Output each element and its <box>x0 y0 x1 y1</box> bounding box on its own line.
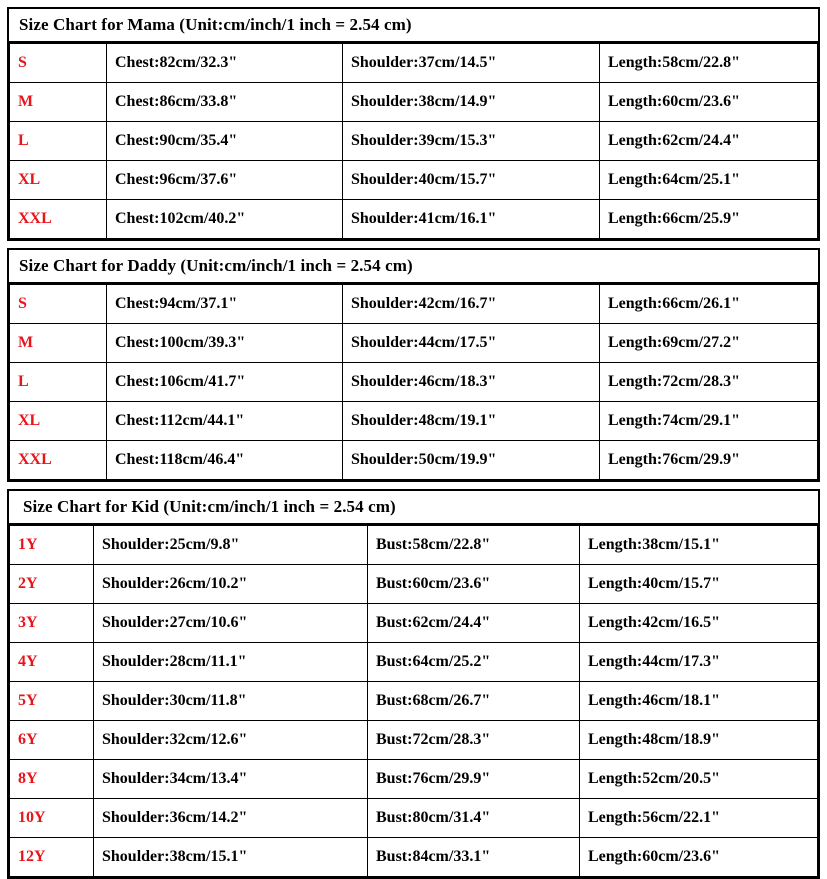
measure-length: Length:58cm/22.8" <box>600 44 818 83</box>
measure-bust: Bust:64cm/25.2" <box>368 643 580 682</box>
size-label: XXL <box>10 200 107 239</box>
size-label: 3Y <box>10 604 94 643</box>
size-label: S <box>10 285 107 324</box>
measure-length: Length:76cm/29.9" <box>600 441 818 480</box>
measure-shoulder: Shoulder:36cm/14.2" <box>94 799 368 838</box>
size-label: 4Y <box>10 643 94 682</box>
table-row <box>10 682 818 721</box>
measure-length: Length:66cm/26.1" <box>600 285 818 324</box>
table-row <box>10 604 818 643</box>
size-label: M <box>10 324 107 363</box>
chart-title-kid: Size Chart for Kid (Unit:cm/inch/1 inch = 2.54 cm) <box>9 491 818 525</box>
measure-shoulder: Shoulder:34cm/13.4" <box>94 760 368 799</box>
measure-chest: Chest:96cm/37.6" <box>107 161 343 200</box>
table-row <box>10 122 818 161</box>
measure-length: Length:48cm/18.9" <box>580 721 818 760</box>
size-label: S <box>10 44 107 83</box>
measure-shoulder: Shoulder:25cm/9.8" <box>94 526 368 565</box>
measure-shoulder: Shoulder:26cm/10.2" <box>94 565 368 604</box>
measure-length: Length:62cm/24.4" <box>600 122 818 161</box>
size-table-kid <box>9 525 818 877</box>
measure-shoulder: Shoulder:44cm/17.5" <box>343 324 600 363</box>
measure-length: Length:42cm/16.5" <box>580 604 818 643</box>
table-row <box>10 324 818 363</box>
table-row <box>10 838 818 877</box>
table-row <box>10 441 818 480</box>
size-label: L <box>10 122 107 161</box>
measure-shoulder: Shoulder:48cm/19.1" <box>343 402 600 441</box>
measure-chest: Chest:90cm/35.4" <box>107 122 343 161</box>
measure-length: Length:56cm/22.1" <box>580 799 818 838</box>
measure-chest: Chest:86cm/33.8" <box>107 83 343 122</box>
size-chart-daddy <box>7 248 820 482</box>
table-row <box>10 285 818 324</box>
measure-length: Length:72cm/28.3" <box>600 363 818 402</box>
measure-shoulder: Shoulder:42cm/16.7" <box>343 285 600 324</box>
table-row <box>10 402 818 441</box>
measure-shoulder: Shoulder:28cm/11.1" <box>94 643 368 682</box>
table-row <box>10 799 818 838</box>
size-chart-kid <box>7 489 820 879</box>
measure-shoulder: Shoulder:27cm/10.6" <box>94 604 368 643</box>
size-label: 2Y <box>10 565 94 604</box>
measure-length: Length:52cm/20.5" <box>580 760 818 799</box>
measure-shoulder: Shoulder:37cm/14.5" <box>343 44 600 83</box>
size-label: 5Y <box>10 682 94 721</box>
measure-length: Length:46cm/18.1" <box>580 682 818 721</box>
measure-shoulder: Shoulder:38cm/14.9" <box>343 83 600 122</box>
table-row <box>10 83 818 122</box>
size-label: XL <box>10 161 107 200</box>
size-label: XL <box>10 402 107 441</box>
measure-chest: Chest:118cm/46.4" <box>107 441 343 480</box>
size-label: 6Y <box>10 721 94 760</box>
size-label: XXL <box>10 441 107 480</box>
size-label: 12Y <box>10 838 94 877</box>
measure-shoulder: Shoulder:39cm/15.3" <box>343 122 600 161</box>
chart-title-daddy: Size Chart for Daddy (Unit:cm/inch/1 inch = 2.54 cm) <box>9 250 818 284</box>
measure-shoulder: Shoulder:46cm/18.3" <box>343 363 600 402</box>
measure-shoulder: Shoulder:40cm/15.7" <box>343 161 600 200</box>
measure-bust: Bust:58cm/22.8" <box>368 526 580 565</box>
measure-length: Length:66cm/25.9" <box>600 200 818 239</box>
measure-length: Length:74cm/29.1" <box>600 402 818 441</box>
measure-length: Length:44cm/17.3" <box>580 643 818 682</box>
table-row <box>10 643 818 682</box>
measure-chest: Chest:82cm/32.3" <box>107 44 343 83</box>
measure-bust: Bust:84cm/33.1" <box>368 838 580 877</box>
measure-chest: Chest:94cm/37.1" <box>107 285 343 324</box>
table-row <box>10 760 818 799</box>
table-row <box>10 200 818 239</box>
chart-title-mama: Size Chart for Mama (Unit:cm/inch/1 inch = 2.54 cm) <box>9 9 818 43</box>
measure-bust: Bust:60cm/23.6" <box>368 565 580 604</box>
table-row <box>10 721 818 760</box>
measure-bust: Bust:76cm/29.9" <box>368 760 580 799</box>
table-row <box>10 161 818 200</box>
measure-shoulder: Shoulder:50cm/19.9" <box>343 441 600 480</box>
measure-bust: Bust:62cm/24.4" <box>368 604 580 643</box>
size-label: L <box>10 363 107 402</box>
measure-bust: Bust:80cm/31.4" <box>368 799 580 838</box>
size-label: M <box>10 83 107 122</box>
table-row <box>10 565 818 604</box>
measure-shoulder: Shoulder:41cm/16.1" <box>343 200 600 239</box>
measure-length: Length:69cm/27.2" <box>600 324 818 363</box>
measure-length: Length:60cm/23.6" <box>600 83 818 122</box>
table-row <box>10 526 818 565</box>
size-table-daddy <box>9 284 818 480</box>
size-label: 10Y <box>10 799 94 838</box>
measure-chest: Chest:100cm/39.3" <box>107 324 343 363</box>
measure-chest: Chest:102cm/40.2" <box>107 200 343 239</box>
measure-shoulder: Shoulder:32cm/12.6" <box>94 721 368 760</box>
size-chart-mama <box>7 7 820 241</box>
size-label: 8Y <box>10 760 94 799</box>
table-row <box>10 363 818 402</box>
table-row <box>10 44 818 83</box>
measure-bust: Bust:68cm/26.7" <box>368 682 580 721</box>
measure-shoulder: Shoulder:30cm/11.8" <box>94 682 368 721</box>
measure-length: Length:40cm/15.7" <box>580 565 818 604</box>
measure-chest: Chest:106cm/41.7" <box>107 363 343 402</box>
measure-length: Length:38cm/15.1" <box>580 526 818 565</box>
size-table-mama <box>9 43 818 239</box>
measure-length: Length:60cm/23.6" <box>580 838 818 877</box>
measure-bust: Bust:72cm/28.3" <box>368 721 580 760</box>
measure-chest: Chest:112cm/44.1" <box>107 402 343 441</box>
size-label: 1Y <box>10 526 94 565</box>
measure-shoulder: Shoulder:38cm/15.1" <box>94 838 368 877</box>
measure-length: Length:64cm/25.1" <box>600 161 818 200</box>
